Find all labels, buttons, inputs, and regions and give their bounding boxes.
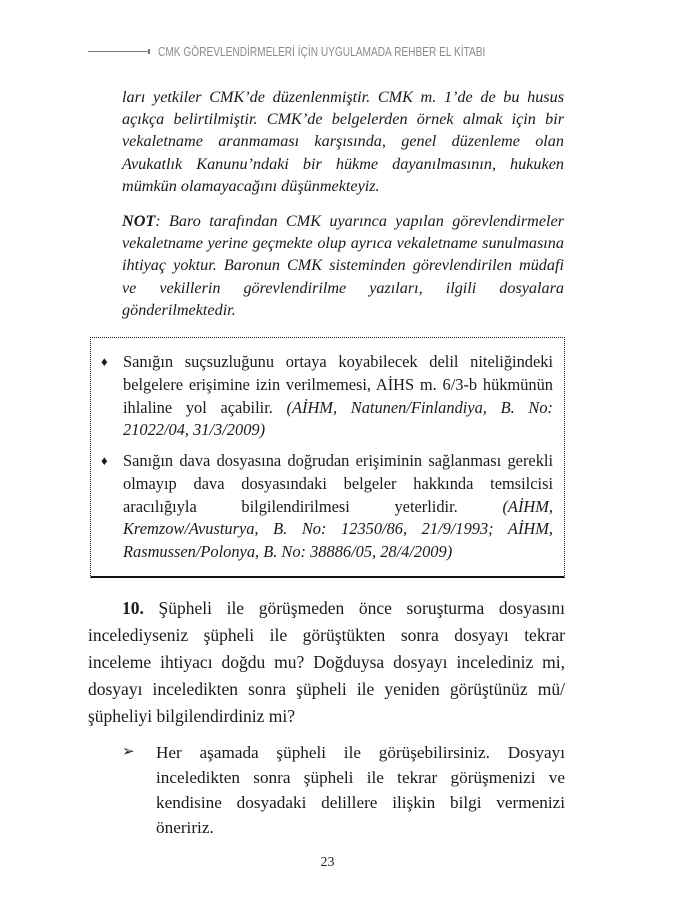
case-law-citation: (AİHM, Natunen/Finlandiya, B. No: 21022/04, 31/3/2009) xyxy=(123,397,553,440)
running-header xyxy=(88,40,578,62)
arrow-bullet-icon: ➢ xyxy=(122,744,135,760)
case-law-citation: (AİHM, Kremzow/Avusturya, B. No: 12350/86, 21/9/1993; AİHM, Rasmussen/Polonya, B. No: 38886/05, 28/4/2009) xyxy=(123,496,553,562)
case-law-body: Sanığın suçsuzluğunu ortaya koyabilecek delil niteliğindeki belgelere erişimine izin verilmemesi, AİHS m. 6/3-b hükmünün ihlaline yol açabilir. xyxy=(123,352,553,417)
continuation-paragraph: ları yetkiler CMK’de düzenlenmiştir. CMK m. 1’de de bu husus açıkça belirtilmiştir. CMK’de belgelerden örnek almak için bir vekaletname aranmaması karşısında, genel düzenleme olan Avukatlık Kanunu’ndaki bir hükme dayanılmasının, hukuken mümkün olamayacağını düşünmekteyiz. xyxy=(122,88,564,195)
question-text: Şüpheli ile görüşmeden önce soruşturma dosyasını incelediyseniz şüpheli ile görüştükten sonra dosyayı tekrar inceleme ihtiyacı doğdu mu? Doğduysa dosyayı incelediniz mi, dosyayı inceledikten sonra şüpheli ile yeniden görüştünüz mü/şüpheliyi bilgilendirdiniz mi? xyxy=(88,598,565,726)
note-text: : Baro tarafından CMK uyarınca yapılan görevlendirmeler vekaletname yerine geçmekte olup ayrıca vekaletname sunulmasına ihtiyaç yoktur. Baronun CMK sisteminden görevlendirilen müdafi ve vekillerin görevlendirilme yazıları, ilgili dosyalara gönderilmektedir. xyxy=(122,212,564,319)
diamond-bullet-icon: ♦ xyxy=(101,453,108,468)
note-paragraph xyxy=(122,210,564,321)
header-rule xyxy=(88,51,148,52)
header-square-ornament xyxy=(148,49,150,54)
diamond-bullet-icon: ♦ xyxy=(101,354,108,369)
case-law-item xyxy=(101,450,553,564)
book-title: CMK GÖREVLENDİRMELERİ İÇİN UYGULAMADA REHBER EL KİTABI xyxy=(158,43,486,59)
page-number: 23 xyxy=(320,855,335,870)
case-law-item xyxy=(101,351,553,442)
note-label: NOT xyxy=(122,212,156,230)
case-law-text xyxy=(123,351,553,442)
question-paragraph xyxy=(88,595,565,730)
answer-text: Her aşamada şüpheli ile görüşebilirsiniz. Dosyayı inceledikten sonra şüpheli ile tekrar görüşmenizi ve kendisine dosyadaki delillere ilişkin bilgi vermenizi öneririz. xyxy=(156,743,565,837)
case-law-body: Sanığın dava dosyasına doğrudan erişiminin sağlanması gerekli olmayıp dava dosyasındaki belgeler hakkında temsilcisi aracılığıyla bilgilendirilmesi yeterlidir. xyxy=(123,451,553,516)
answer-paragraph xyxy=(122,740,565,840)
case-law-text xyxy=(123,450,553,564)
case-law-box xyxy=(90,337,565,578)
question-number: 10. xyxy=(122,598,144,618)
